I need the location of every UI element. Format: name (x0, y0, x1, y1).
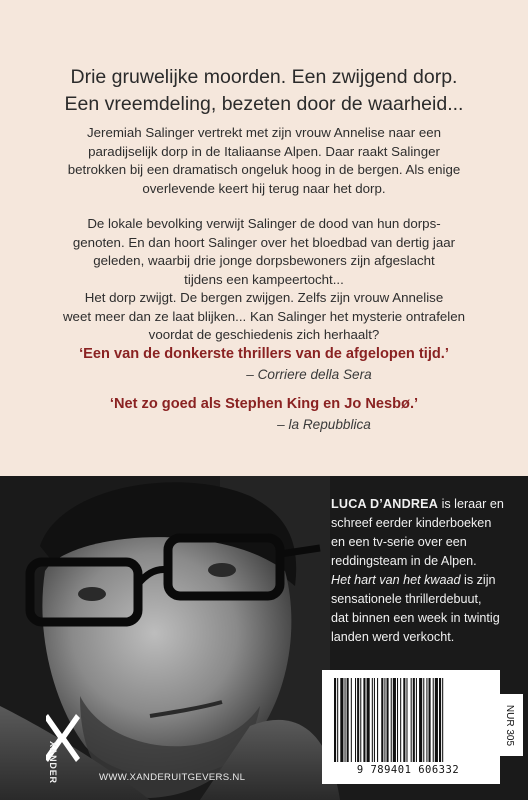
barcode-bar (429, 678, 431, 762)
blurb-paragraph (0, 215, 528, 289)
bio-line: reddingsteam in de Alpen. (331, 554, 477, 568)
blurb-line: Het dorp zwijgt. De bergen zwijgen. Zelfs zijn vrouw Annelise (84, 290, 444, 305)
publisher-name: XANDER (48, 741, 58, 784)
barcode-bar (374, 678, 375, 762)
barcode-bar (334, 678, 336, 762)
barcode-bar (391, 678, 392, 762)
publisher-url: WWW.XANDERUITGEVERS.NL (99, 772, 246, 783)
barcode-bar (397, 678, 398, 762)
author-bio (331, 495, 521, 647)
headline-line: Een vreemdeling, bezeten door de waarheid... (64, 93, 464, 115)
blurb-line: weet meer dan ze laat blijken... Kan Salinger het mysterie ontrafelen (62, 308, 466, 324)
author-name: LUCA D’ANDREA (331, 497, 439, 511)
blurb-line: De lokale bevolking verwijt Salinger de dood van hun dorps- (87, 216, 441, 231)
barcode (332, 678, 482, 762)
barcode-bar (416, 678, 417, 762)
barcode-bar (337, 678, 338, 762)
press-quote-source: – la Repubblica (277, 417, 371, 432)
barcode-bar (351, 678, 352, 762)
nur-code: NUR 305 (504, 704, 516, 746)
bio-line: en een tv-serie over een (331, 535, 467, 549)
bio-text: is leraar en (438, 497, 504, 511)
blurb-line: betrokken bij een dramatisch ongeluk hoog in de bergen. Als enige (67, 162, 461, 178)
barcode-bar (423, 678, 424, 762)
bio-text: is zijn (460, 573, 496, 587)
barcode-bar (387, 678, 389, 762)
barcode-bar (411, 678, 412, 762)
barcode-bar (413, 678, 415, 762)
blurb-line: tijdens een kampeertocht... (184, 271, 344, 287)
headline-line: Drie gruwelijke moorden. Een zwijgend dorp. (70, 66, 458, 88)
barcode-bar (367, 678, 370, 762)
barcode-bar (363, 678, 365, 762)
barcode-bar (384, 678, 385, 762)
barcode-bar (345, 678, 346, 762)
barcode-bar (377, 678, 378, 762)
blurb-line: Jeremiah Salinger vertrekt met zijn vrouw Annelise naar een (86, 125, 442, 140)
barcode-bar (406, 678, 407, 762)
blurb-line: genoten. En dan hoort Salinger over het bloedbad van dertig jaar (72, 234, 456, 250)
blurb-line: paradijselijk dorp in de Italiaanse Alpen. Daar raakt Salinger (88, 143, 440, 159)
barcode-bar (426, 678, 427, 762)
blurb-line: geleden, waarbij drie jonge dorpsbewoners zijn afgeslacht (93, 253, 435, 269)
bio-line: dat binnen een week in twintig (331, 611, 500, 625)
barcode-bar (381, 678, 383, 762)
bio-line: schreef eerder kinderboeken (331, 516, 492, 530)
barcode-bar (360, 678, 361, 762)
isbn-number: 9 789401 606332 (356, 764, 460, 776)
barcode-bar (400, 678, 401, 762)
barcode-label (322, 670, 500, 784)
bio-line: landen werd verkocht. (331, 630, 455, 644)
blurb-line: overlevende keert hij terug naar het dorp. (142, 180, 386, 196)
press-quote: ‘Net zo goed als Stephen King en Jo Nesbø.’ (109, 396, 419, 412)
barcode-bar (433, 678, 434, 762)
barcode-bar (403, 678, 405, 762)
blurb-paragraph (0, 289, 528, 345)
barcode-bar (435, 678, 438, 762)
barcode-bar (347, 678, 349, 762)
barcode-bar (372, 678, 373, 762)
barcode-bar (357, 678, 359, 762)
blurb-paragraph (0, 124, 528, 198)
headline (0, 64, 528, 118)
barcode-bar (355, 678, 356, 762)
barcode-bar (439, 678, 441, 762)
bio-line (331, 571, 521, 590)
barcode-bar (442, 678, 443, 762)
blurb-line: voordat de geschiedenis zich herhaalt? (148, 327, 380, 343)
bio-line: sensationele thrillerdebuut, (331, 592, 482, 606)
book-title: Het hart van het kwaad (331, 573, 461, 587)
bio-line (331, 495, 521, 514)
barcode-bar (393, 678, 396, 762)
barcode-bar (419, 678, 422, 762)
press-quote-source: – Corriere della Sera (246, 367, 372, 382)
barcode-bar (340, 678, 343, 762)
nur-label (497, 694, 523, 756)
press-quote: ‘Een van de donkerste thrillers van de afgelopen tijd.’ (79, 346, 449, 362)
